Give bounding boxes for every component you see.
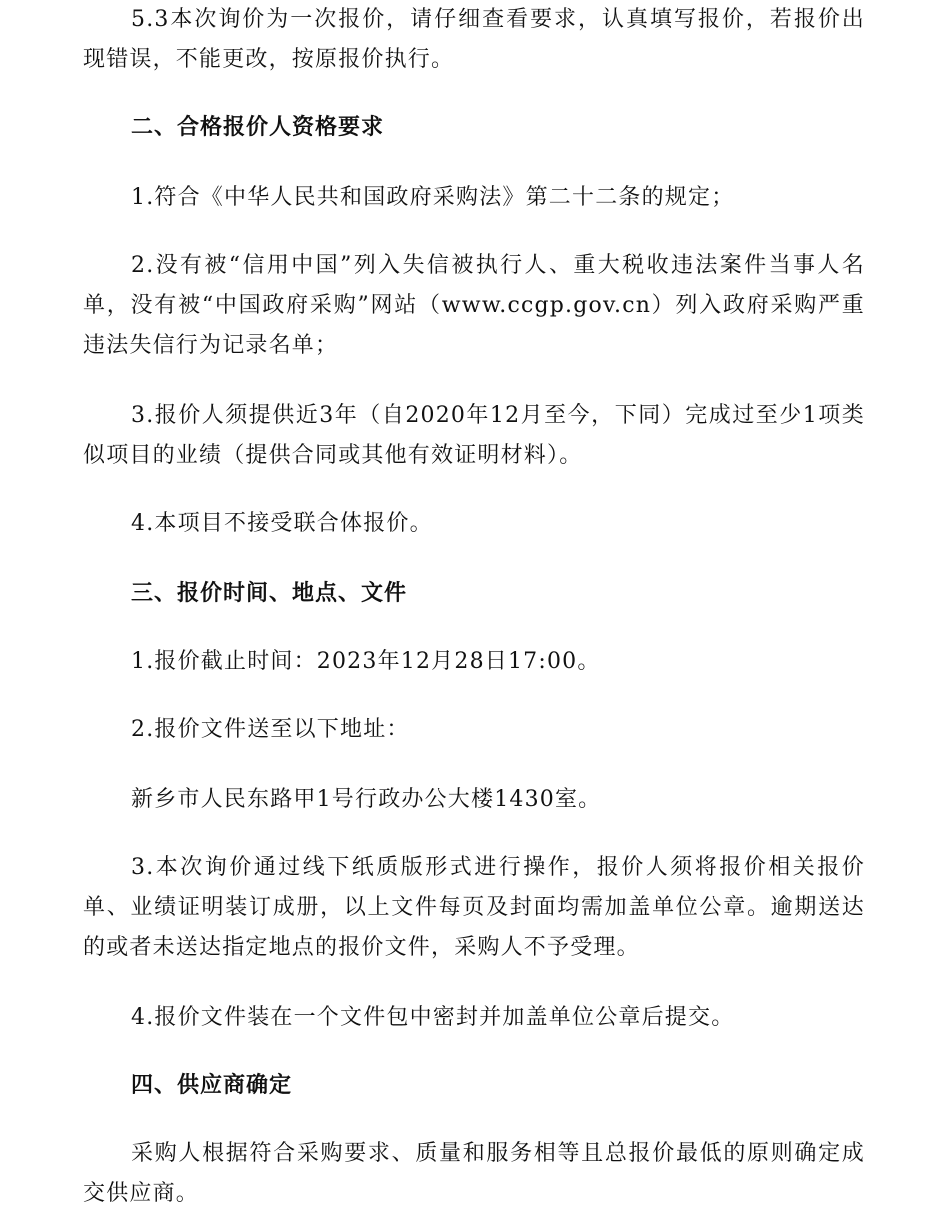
section-heading-time-place-documents: 三、报价时间、地点、文件: [131, 581, 408, 606]
paragraph-delivery-address: 新乡市人民东路甲1号行政办公大楼1430室。: [131, 787, 602, 812]
paragraph-qualification-4: 4.本项目不接受联合体报价。: [131, 511, 433, 536]
paragraph-qualification-2: 2.没有被“信用中国”列入失信被执行人、重大税收违法案件当事人名单，没有被“中国政府采购”网站（www.ccgp.gov.cn）列入政府采购严重违法失信行为记录名单；: [83, 253, 865, 358]
paragraph-deadline: 1.报价截止时间：2023年12月28日17:00。: [131, 649, 601, 674]
paragraph-supplier-determination: 采购人根据符合采购要求、质量和服务相等且总报价最低的原则确定成交供应商。: [83, 1141, 865, 1206]
section-heading-supplier-determination: 四、供应商确定: [131, 1073, 293, 1098]
paragraph-qualification-3: 3.报价人须提供近3年（自2020年12月至今，下同）完成过至少1项类似项目的业绩（提供合同或其他有效证明材料）。: [83, 403, 865, 468]
paragraph-5-3-quotation-rule: 5.3本次询价为一次报价，请仔细查看要求，认真填写报价，若报价出现错误，不能更改，按原报价执行。: [83, 7, 865, 72]
paragraph-sealed-package: 4.报价文件装在一个文件包中密封并加盖单位公章后提交。: [131, 1005, 735, 1030]
paragraph-delivery-address-intro: 2.报价文件送至以下地址：: [131, 717, 410, 742]
section-heading-qualification: 二、合格报价人资格要求: [131, 115, 385, 140]
paragraph-offline-submission: 3.本次询价通过线下纸质版形式进行操作，报价人须将报价相关报价单、业绩证明装订成册，以上文件每页及封面均需加盖单位公章。逾期送达的或者未送达指定地点的报价文件，采购人不予受理。: [83, 855, 865, 960]
paragraph-qualification-1: 1.符合《中华人民共和国政府采购法》第二十二条的规定；: [131, 185, 735, 210]
